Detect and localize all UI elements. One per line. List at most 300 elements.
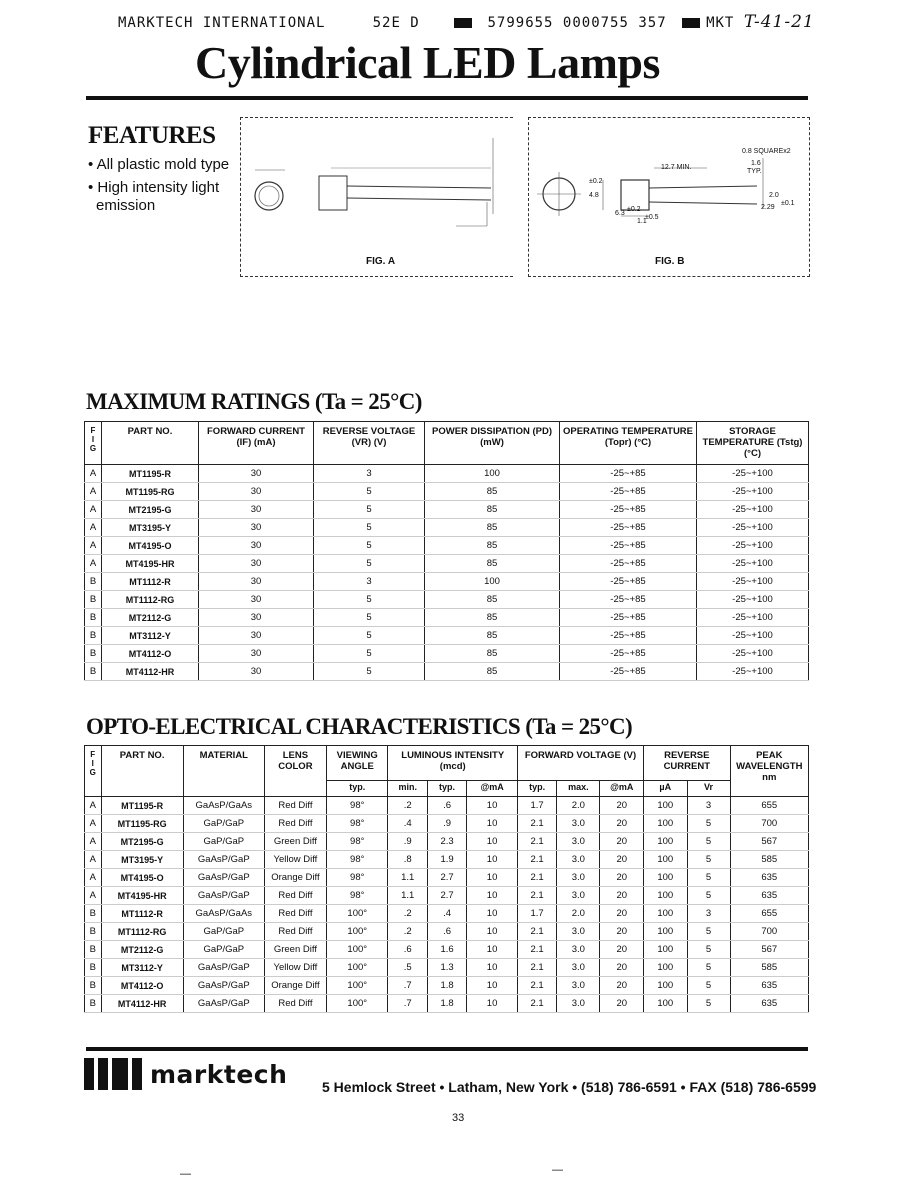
value-cell: 10 (467, 887, 518, 905)
value-cell: 3.0 (557, 887, 600, 905)
table-row (85, 483, 809, 501)
value-cell: 20 (600, 923, 644, 941)
value-cell: -25~+85 (560, 663, 697, 681)
value-cell: 100 (425, 573, 560, 591)
value-cell: 20 (600, 905, 644, 923)
value-cell: GaAsP/GaP (183, 869, 264, 887)
value-cell: 3 (314, 465, 425, 483)
opto-heading: OPTO-ELECTRICAL CHARACTERISTICS (Ta = 25°C) (86, 714, 633, 739)
value-cell: 3.0 (557, 815, 600, 833)
value-cell: .2 (388, 797, 427, 815)
value-cell: -25~+100 (697, 483, 809, 501)
value-cell: -25~+85 (560, 591, 697, 609)
table-row (85, 887, 809, 905)
part-number-cell: MT4112-HR (101, 995, 183, 1013)
value-cell: -25~+85 (560, 483, 697, 501)
value-cell: 2.1 (517, 941, 556, 959)
figure-b-drawing (529, 118, 809, 276)
part-number-cell: MT3195-Y (101, 851, 183, 869)
table-row (85, 519, 809, 537)
value-cell: 5 (687, 941, 730, 959)
value-cell: -25~+100 (697, 573, 809, 591)
value-cell: 30 (199, 555, 314, 573)
subcol-header: @mA (467, 781, 518, 797)
value-cell: 100 (644, 905, 688, 923)
fig-cell: A (85, 851, 102, 869)
part-number-cell: MT1112-R (101, 905, 183, 923)
value-cell: 10 (467, 833, 518, 851)
dim-label: 1.1 (637, 218, 647, 225)
value-cell: -25~+100 (697, 537, 809, 555)
value-cell: 85 (425, 555, 560, 573)
value-cell: 30 (199, 627, 314, 645)
value-cell: 5 (687, 815, 730, 833)
footer-rule (86, 1047, 808, 1051)
value-cell: .4 (388, 815, 427, 833)
col-header: LENS COLOR (264, 746, 326, 797)
value-cell: 635 (730, 995, 808, 1013)
value-cell: 5 (687, 833, 730, 851)
value-cell: 1.7 (517, 797, 556, 815)
value-cell: GaAsP/GaP (183, 851, 264, 869)
part-number-cell: MT4195-O (101, 869, 183, 887)
table-row (85, 995, 809, 1013)
figure-b-label: FIG. B (655, 256, 685, 267)
value-cell: 85 (425, 537, 560, 555)
value-cell: 20 (600, 869, 644, 887)
part-number-cell: MT1195-RG (102, 483, 199, 501)
fig-cell: B (85, 977, 102, 995)
value-cell: 100 (644, 797, 688, 815)
value-cell: 585 (730, 959, 808, 977)
value-cell: Red Diff (264, 815, 326, 833)
value-cell: 635 (730, 977, 808, 995)
max-ratings-heading: MAXIMUM RATINGS (Ta = 25°C) (86, 389, 422, 414)
table-row (85, 851, 809, 869)
black-square-mark (682, 18, 700, 28)
col-header: STORAGE TEMPERATURE (Tstg) (°C) (697, 422, 809, 465)
header-number: 5799655 0000755 357 (487, 15, 667, 31)
value-cell: 100 (644, 941, 688, 959)
value-cell: .7 (388, 977, 427, 995)
value-cell: 20 (600, 851, 644, 869)
table-row (85, 573, 809, 591)
col-header: REVERSE CURRENT (644, 746, 731, 781)
value-cell: 3 (687, 797, 730, 815)
value-cell: 20 (600, 815, 644, 833)
value-cell: 3.0 (557, 959, 600, 977)
value-cell: 2.1 (517, 851, 556, 869)
value-cell: Orange Diff (264, 869, 326, 887)
value-cell: 2.0 (557, 797, 600, 815)
value-cell: 2.7 (427, 887, 466, 905)
table-row (85, 833, 809, 851)
value-cell: 20 (600, 941, 644, 959)
fig-cell: B (85, 645, 102, 663)
subcol-header: typ. (326, 781, 388, 797)
value-cell: -25~+100 (697, 663, 809, 681)
value-cell: 1.8 (427, 977, 466, 995)
value-cell: 3.0 (557, 977, 600, 995)
value-cell: -25~+85 (560, 627, 697, 645)
max-ratings-table (84, 421, 809, 681)
value-cell: Red Diff (264, 797, 326, 815)
fig-cell: B (85, 959, 102, 977)
value-cell: 1.3 (427, 959, 466, 977)
table-row (85, 609, 809, 627)
part-number-cell: MT1112-RG (101, 923, 183, 941)
dim-label: ±0.2 (589, 178, 603, 185)
value-cell: 5 (314, 555, 425, 573)
part-number-cell: MT4112-O (101, 977, 183, 995)
value-cell: 10 (467, 815, 518, 833)
value-cell: 20 (600, 887, 644, 905)
value-cell: -25~+100 (697, 591, 809, 609)
value-cell: 1.9 (427, 851, 466, 869)
value-cell: 98° (326, 851, 388, 869)
fig-cell: B (85, 905, 102, 923)
value-cell: 20 (600, 833, 644, 851)
value-cell: -25~+100 (697, 555, 809, 573)
part-number-cell: MT2112-G (101, 941, 183, 959)
col-header: PEAK WAVELENGTH nm (730, 746, 808, 797)
value-cell: -25~+100 (697, 627, 809, 645)
value-cell: -25~+85 (560, 555, 697, 573)
value-cell: 100° (326, 959, 388, 977)
value-cell: 655 (730, 905, 808, 923)
value-cell: 30 (199, 573, 314, 591)
value-cell: 585 (730, 851, 808, 869)
value-cell: 30 (199, 663, 314, 681)
col-header: F I G (85, 746, 102, 797)
feature-item: emission (96, 197, 156, 214)
value-cell: 567 (730, 941, 808, 959)
fig-cell: A (85, 465, 102, 483)
fig-cell: A (85, 833, 102, 851)
value-cell: 635 (730, 869, 808, 887)
value-cell: -25~+85 (560, 609, 697, 627)
value-cell: 5 (687, 887, 730, 905)
value-cell: GaAsP/GaP (183, 887, 264, 905)
value-cell: 1.6 (427, 941, 466, 959)
value-cell: 30 (199, 465, 314, 483)
company-address: 5 Hemlock Street • Latham, New York • (518) 786-6591 • FAX (518) 786-6599 (322, 1079, 817, 1095)
value-cell: .6 (388, 941, 427, 959)
value-cell: 100 (644, 815, 688, 833)
value-cell: 2.1 (517, 977, 556, 995)
value-cell: 100 (644, 851, 688, 869)
header-company: MARKTECH INTERNATIONAL (118, 15, 326, 31)
figure-a-drawing (241, 118, 513, 276)
value-cell: 85 (425, 645, 560, 663)
part-number-cell: MT4195-HR (102, 555, 199, 573)
value-cell: 10 (467, 905, 518, 923)
table-header-row (85, 422, 809, 465)
figure-a-box (240, 117, 513, 277)
value-cell: -25~+85 (560, 465, 697, 483)
value-cell: 100 (644, 977, 688, 995)
value-cell: 10 (467, 959, 518, 977)
value-cell: GaP/GaP (183, 815, 264, 833)
fig-cell: B (85, 591, 102, 609)
value-cell: GaAsP/GaP (183, 995, 264, 1013)
value-cell: 30 (199, 537, 314, 555)
fig-cell: A (85, 887, 102, 905)
value-cell: 10 (467, 923, 518, 941)
black-square-mark (454, 18, 472, 28)
value-cell: 98° (326, 797, 388, 815)
subcol-header: typ. (517, 781, 556, 797)
value-cell: -25~+100 (697, 645, 809, 663)
value-cell: 85 (425, 591, 560, 609)
value-cell: -25~+100 (697, 609, 809, 627)
value-cell: GaAsP/GaAs (183, 797, 264, 815)
value-cell: 10 (467, 977, 518, 995)
value-cell: 635 (730, 887, 808, 905)
value-cell: 3 (687, 905, 730, 923)
value-cell: 100° (326, 905, 388, 923)
value-cell: GaAsP/GaAs (183, 905, 264, 923)
value-cell: 10 (467, 941, 518, 959)
header-code: 52E D (372, 15, 420, 31)
subcol-header: typ. (427, 781, 466, 797)
fig-cell: A (85, 519, 102, 537)
value-cell: 5 (314, 663, 425, 681)
value-cell: 85 (425, 609, 560, 627)
table-row (85, 797, 809, 815)
value-cell: -25~+100 (697, 501, 809, 519)
value-cell: 5 (687, 959, 730, 977)
part-number-cell: MT2195-G (101, 833, 183, 851)
part-number-cell: MT3195-Y (102, 519, 199, 537)
table-row (85, 923, 809, 941)
feature-item: • High intensity light (88, 179, 220, 196)
dim-label: 2.29 (761, 204, 775, 211)
value-cell: -25~+85 (560, 537, 697, 555)
value-cell: 2.7 (427, 869, 466, 887)
part-number-cell: MT4195-HR (101, 887, 183, 905)
value-cell: 5 (314, 609, 425, 627)
value-cell: 30 (199, 591, 314, 609)
value-cell: 100° (326, 923, 388, 941)
feature-item: • All plastic mold type (88, 156, 230, 173)
value-cell: 100° (326, 941, 388, 959)
table-row (85, 959, 809, 977)
value-cell: 655 (730, 797, 808, 815)
value-cell: 5 (314, 537, 425, 555)
value-cell: 10 (467, 869, 518, 887)
dim-label: ±0.1 (781, 200, 795, 207)
subcol-header: min. (388, 781, 427, 797)
dim-label: TYP. (747, 168, 762, 175)
value-cell: Yellow Diff (264, 959, 326, 977)
fig-cell: B (85, 627, 102, 645)
fig-cell: A (85, 869, 102, 887)
value-cell: -25~+100 (697, 519, 809, 537)
col-header: POWER DISSIPATION (PD) (mW) (425, 422, 560, 465)
fig-cell: A (85, 815, 102, 833)
fig-cell: B (85, 923, 102, 941)
fig-cell: B (85, 995, 102, 1013)
table-row (85, 645, 809, 663)
value-cell: .7 (388, 995, 427, 1013)
value-cell: 30 (199, 483, 314, 501)
col-header: OPERATING TEMPERATURE (Topr) (°C) (560, 422, 697, 465)
subcol-header: µA (644, 781, 688, 797)
subcol-header: max. (557, 781, 600, 797)
opto-table (84, 745, 809, 1013)
value-cell: 1.1 (388, 869, 427, 887)
value-cell: Red Diff (264, 887, 326, 905)
scan-header-line (118, 12, 815, 32)
value-cell: .2 (388, 923, 427, 941)
value-cell: 98° (326, 815, 388, 833)
value-cell: 20 (600, 959, 644, 977)
value-cell: 5 (314, 627, 425, 645)
table-row (85, 663, 809, 681)
value-cell: 5 (687, 923, 730, 941)
part-number-cell: MT1112-R (102, 573, 199, 591)
fig-cell: A (85, 501, 102, 519)
value-cell: 2.1 (517, 869, 556, 887)
value-cell: -25~+85 (560, 519, 697, 537)
fig-cell: B (85, 663, 102, 681)
value-cell: .2 (388, 905, 427, 923)
table-row (85, 591, 809, 609)
part-number-cell: MT3112-Y (102, 627, 199, 645)
value-cell: .9 (388, 833, 427, 851)
value-cell: Red Diff (264, 995, 326, 1013)
page-number: 33 (452, 1112, 465, 1124)
value-cell: 5 (314, 591, 425, 609)
features-heading: FEATURES (88, 122, 216, 149)
table-row (85, 941, 809, 959)
value-cell: Yellow Diff (264, 851, 326, 869)
value-cell: Orange Diff (264, 977, 326, 995)
value-cell: 30 (199, 645, 314, 663)
value-cell: GaP/GaP (183, 941, 264, 959)
value-cell: 98° (326, 869, 388, 887)
value-cell: 2.3 (427, 833, 466, 851)
value-cell: 100 (644, 959, 688, 977)
part-number-cell: MT2112-G (102, 609, 199, 627)
dim-label: 6.3 (615, 210, 625, 217)
dim-label: 2.0 (769, 192, 779, 199)
table-row (85, 537, 809, 555)
value-cell: 2.1 (517, 959, 556, 977)
value-cell: .6 (427, 797, 466, 815)
value-cell: 700 (730, 923, 808, 941)
col-header: F I G (85, 422, 102, 465)
value-cell: .5 (388, 959, 427, 977)
dim-label: ±0.2 (627, 206, 641, 213)
subcol-header: @mA (600, 781, 644, 797)
value-cell: Green Diff (264, 941, 326, 959)
figure-b-box (528, 117, 810, 277)
page-title: Cylindrical LED Lamps (195, 37, 660, 88)
value-cell: 30 (199, 501, 314, 519)
value-cell: 5 (314, 483, 425, 501)
value-cell: 1.8 (427, 995, 466, 1013)
value-cell: 100 (644, 995, 688, 1013)
dim-label: 4.8 (589, 192, 599, 199)
dim-label: 12.7 MIN. (661, 164, 692, 171)
value-cell: 20 (600, 977, 644, 995)
value-cell: 2.1 (517, 833, 556, 851)
fig-cell: B (85, 573, 102, 591)
scan-mark: — (552, 1164, 563, 1176)
value-cell: 100° (326, 995, 388, 1013)
dim-label: ±0.5 (645, 214, 659, 221)
table-row (85, 501, 809, 519)
part-number-cell: MT1195-RG (101, 815, 183, 833)
table-row (85, 905, 809, 923)
scan-mark: — (180, 1168, 191, 1180)
value-cell: GaP/GaP (183, 833, 264, 851)
value-cell: GaP/GaP (183, 923, 264, 941)
value-cell: 3.0 (557, 995, 600, 1013)
subcol-header: Vr (687, 781, 730, 797)
value-cell: 5 (687, 851, 730, 869)
value-cell: 5 (687, 869, 730, 887)
fig-cell: A (85, 555, 102, 573)
value-cell: 3.0 (557, 941, 600, 959)
value-cell: .9 (427, 815, 466, 833)
value-cell: 5 (314, 519, 425, 537)
fig-cell: A (85, 483, 102, 501)
value-cell: 2.1 (517, 887, 556, 905)
value-cell: 3.0 (557, 869, 600, 887)
col-header: PART NO. (102, 422, 199, 465)
fig-cell: B (85, 941, 102, 959)
value-cell: 1.1 (388, 887, 427, 905)
value-cell: 5 (314, 501, 425, 519)
col-header: FORWARD VOLTAGE (V) (517, 746, 643, 781)
value-cell: 3.0 (557, 923, 600, 941)
value-cell: 3.0 (557, 833, 600, 851)
value-cell: Red Diff (264, 905, 326, 923)
part-number-cell: MT1195-R (102, 465, 199, 483)
value-cell: 100 (644, 923, 688, 941)
part-number-cell: MT4112-O (102, 645, 199, 663)
col-header: LUMINOUS INTENSITY (mcd) (388, 746, 518, 781)
value-cell: 30 (199, 519, 314, 537)
fig-cell: A (85, 537, 102, 555)
part-number-cell: MT4195-O (102, 537, 199, 555)
value-cell: GaAsP/GaP (183, 977, 264, 995)
value-cell: 30 (199, 609, 314, 627)
part-number-cell: MT1112-RG (102, 591, 199, 609)
value-cell: Green Diff (264, 833, 326, 851)
marktech-logo: marktech (150, 1060, 288, 1089)
table-row (85, 977, 809, 995)
value-cell: .8 (388, 851, 427, 869)
value-cell: 85 (425, 501, 560, 519)
value-cell: 85 (425, 483, 560, 501)
value-cell: 10 (467, 797, 518, 815)
value-cell: Red Diff (264, 923, 326, 941)
value-cell: 10 (467, 851, 518, 869)
col-header: PART NO. (101, 746, 183, 797)
col-header: FORWARD CURRENT (IF) (mA) (199, 422, 314, 465)
value-cell: 5 (314, 645, 425, 663)
part-number-cell: MT4112-HR (102, 663, 199, 681)
value-cell: 2.1 (517, 815, 556, 833)
table-row (85, 465, 809, 483)
col-header: VIEWING ANGLE (326, 746, 388, 781)
value-cell: .6 (427, 923, 466, 941)
dim-label: 1.6 (751, 160, 761, 167)
